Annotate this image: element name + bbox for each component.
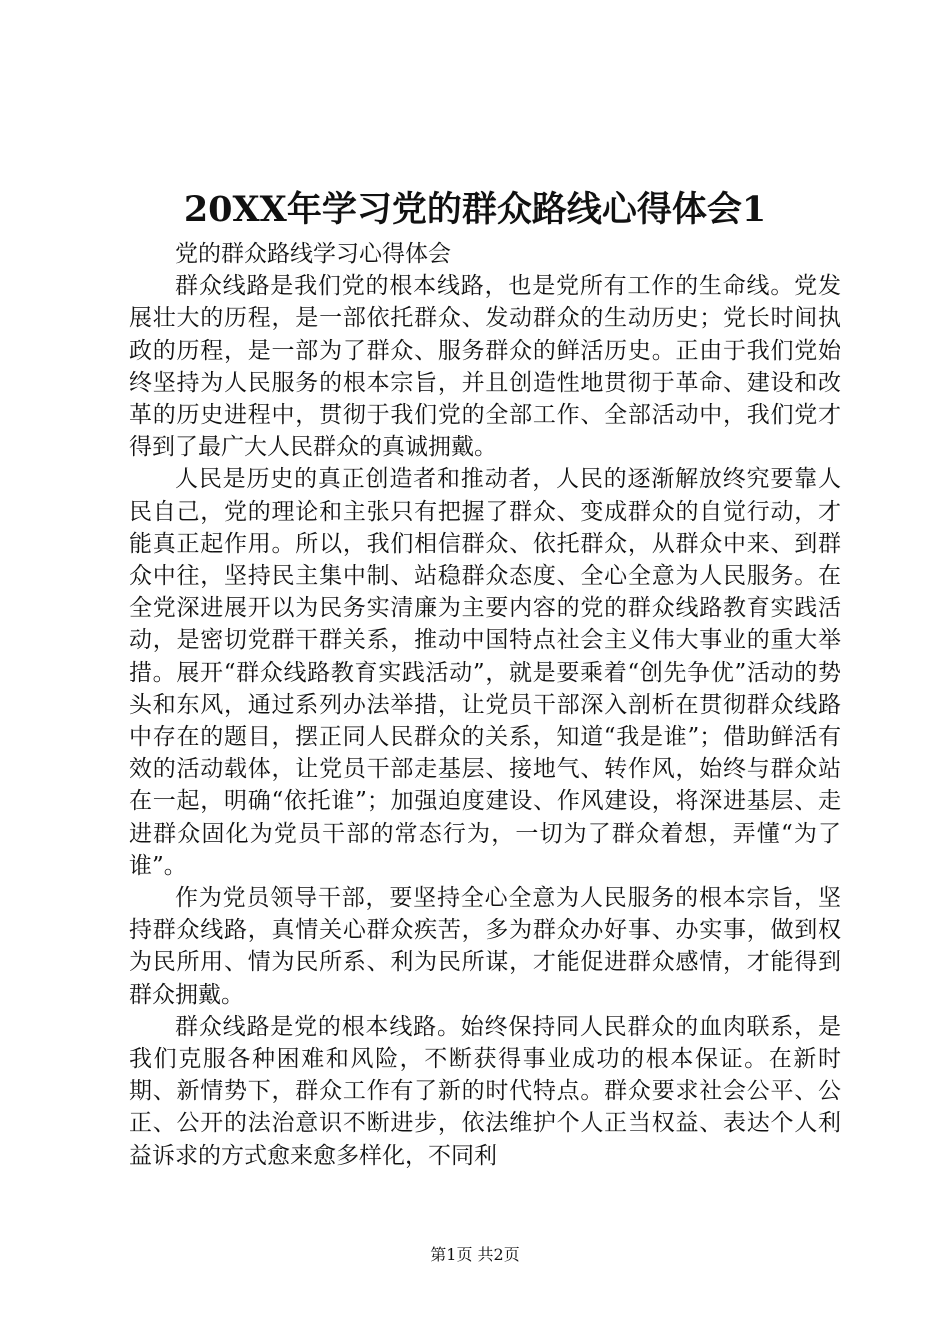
page-footer: 第1页 共2页	[430, 1245, 520, 1264]
document-subtitle: 党的群众路线学习心得体会	[175, 241, 451, 267]
paragraph-3: 作为党员领导干部，要坚持全心全意为人民服务的根本宗旨，坚持群众线路，真情关心群众疾苦，多为群众办好事、办实事，做到权为民所用、情为民所系、利为民所谋，才能促进群众感情，才能得到群众拥戴。	[129, 885, 841, 1008]
paragraph-1: 群众线路是我们党的根本线路，也是党所有工作的生命线。党发展壮大的历程，是一部依托群众、发动群众的生动历史；党长时间执政的历程，是一部为了群众、服务群众的鲜活历史。正由于我们党始终坚持为人民服务的根本宗旨，并且创造性地贯彻于革命、建设和改革的历史进程中，贯彻于我们党的全部工作、全部活动中，我们党才得到了最广大人民群众的真诚拥戴。	[129, 273, 841, 461]
document-title: 20XX年学习党的群众路线心得体会1	[183, 189, 767, 230]
paragraph-2: 人民是历史的真正创造者和推动者，人民的逐渐解放终究要靠人民自己，党的理论和主张只有把握了群众、变成群众的自觉行动，才能真正起作用。所以，我们相信群众、依托群众，从群众中来、到群众中往，坚持民主集中制、站稳群众态度、全心全意为人民服务。在全党深进展开以为民务实清廉为主要内容的党的群众线路教育实践活动，是密切党群干群关系，推动中国特点社会主义伟大事业的重大举措。展开“群众线路教育实践活动”，就是要乘着“创先争优”活动的势头和东风，通过系列办法举措，让党员干部深入剖析在贯彻群众线路中存在的题目，摆正同人民群众的关系，知道“我是谁”；借助鲜活有效的活动载体，让党员干部走基层、接地气、转作风，始终与群众站在一起，明确“依托谁”；加强迫度建设、作风建设，将深进基层、走进群众固化为党员干部的常态行为，一切为了群众着想，弄懂“为了谁”。	[129, 466, 841, 879]
document-body	[129, 238, 841, 1172]
paragraph-4: 群众线路是党的根本线路。始终保持同人民群众的血肉联系，是我们克服各种困难和风险，不断获得事业成功的根本保证。在新时期、新情势下，群众工作有了新的时代特点。群众要求社会公平、公正、公开的法治意识不断进步，依法维护个人正当权益、表达个人利益诉求的方式愈来愈多样化，不同利	[129, 1013, 841, 1169]
